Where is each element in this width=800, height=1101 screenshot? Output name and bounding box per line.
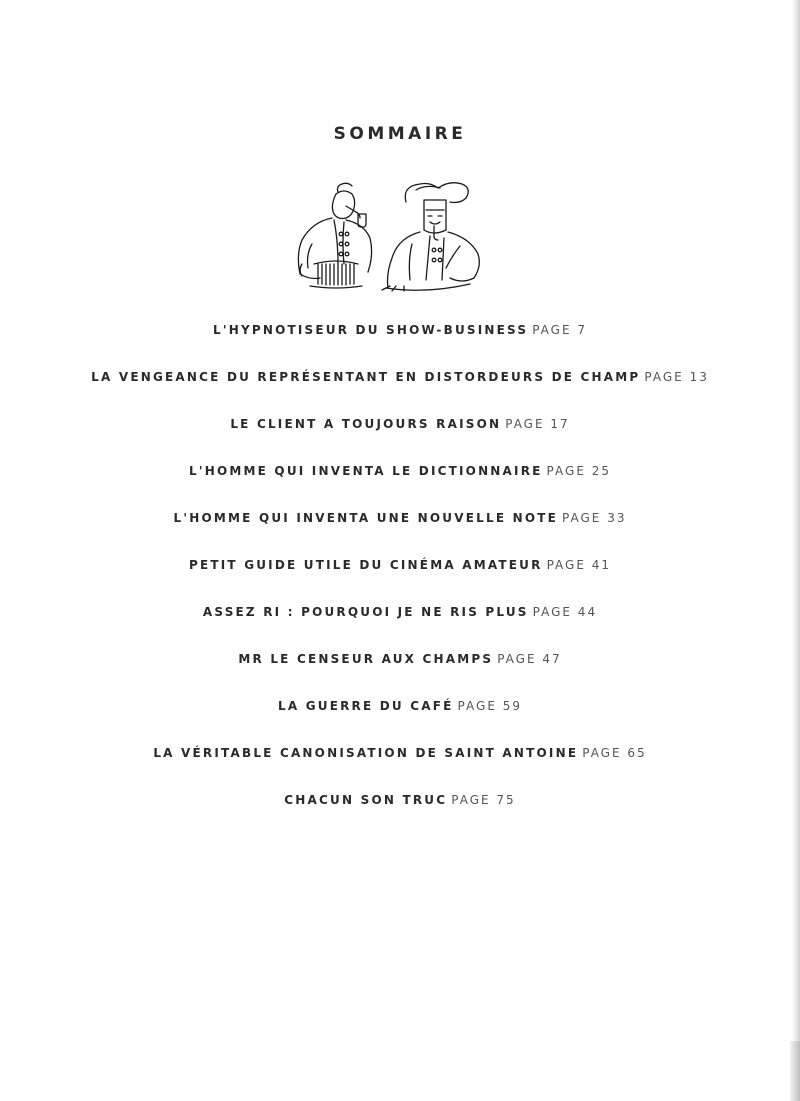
toc-entry-page: PAGE 17: [505, 417, 570, 431]
toc-entry: [0, 553, 800, 600]
toc-entry-page: PAGE 7: [532, 323, 587, 337]
page-corner-shadow: [790, 1041, 800, 1101]
toc-entry-page: PAGE 47: [497, 652, 562, 666]
toc-entry-title: L'HYPNOTISEUR DU SHOW-BUSINESS: [213, 323, 529, 337]
toc-entry-title: LE CLIENT A TOUJOURS RAISON: [230, 417, 502, 431]
page-title: SOMMAIRE: [333, 124, 467, 145]
toc-entry: [0, 365, 800, 412]
toc-entry: [0, 647, 800, 694]
toc-entry-page: PAGE 25: [546, 464, 611, 478]
toc-entry-page: PAGE 59: [457, 699, 522, 713]
toc-entry: [0, 600, 800, 647]
toc-entry-title: MR LE CENSEUR AUX CHAMPS: [238, 652, 494, 666]
toc-entry-title: LA VÉRITABLE CANONISATION DE SAINT ANTOINE: [153, 746, 579, 760]
toc-entry-title: ASSEZ RI : POURQUOI JE NE RIS PLUS: [202, 605, 529, 619]
toc-entry: [0, 788, 800, 835]
toc-entry-page: PAGE 65: [582, 746, 647, 760]
toc-entry-page: PAGE 13: [644, 370, 709, 384]
toc-entry-title: L'HOMME QUI INVENTA UNE NOUVELLE NOTE: [173, 511, 559, 525]
toc-entry: [0, 459, 800, 506]
toc-entry-title: LA VENGEANCE DU REPRÉSENTANT EN DISTORDEURS DE CHAMP: [91, 370, 641, 384]
table-of-contents: [0, 318, 800, 835]
toc-entry-title: PETIT GUIDE UTILE DU CINÉMA AMATEUR: [188, 558, 543, 572]
toc-entry-page: PAGE 44: [532, 605, 598, 619]
toc-entry-page: PAGE 33: [562, 511, 627, 525]
toc-entry-page: PAGE 75: [451, 793, 516, 807]
toc-entry: [0, 506, 800, 553]
toc-entry-title: L'HOMME QUI INVENTA LE DICTIONNAIRE: [189, 464, 543, 478]
toc-entry-title: LA GUERRE DU CAFÉ: [278, 699, 454, 713]
toc-entry: [0, 694, 800, 741]
toc-entry-title: CHACUN SON TRUC: [284, 793, 448, 807]
toc-entry-page: PAGE 41: [546, 558, 611, 572]
toc-entry: [0, 318, 800, 365]
two-characters-drawing-icon: [288, 180, 508, 292]
toc-entry: [0, 412, 800, 459]
toc-entry: [0, 741, 800, 788]
